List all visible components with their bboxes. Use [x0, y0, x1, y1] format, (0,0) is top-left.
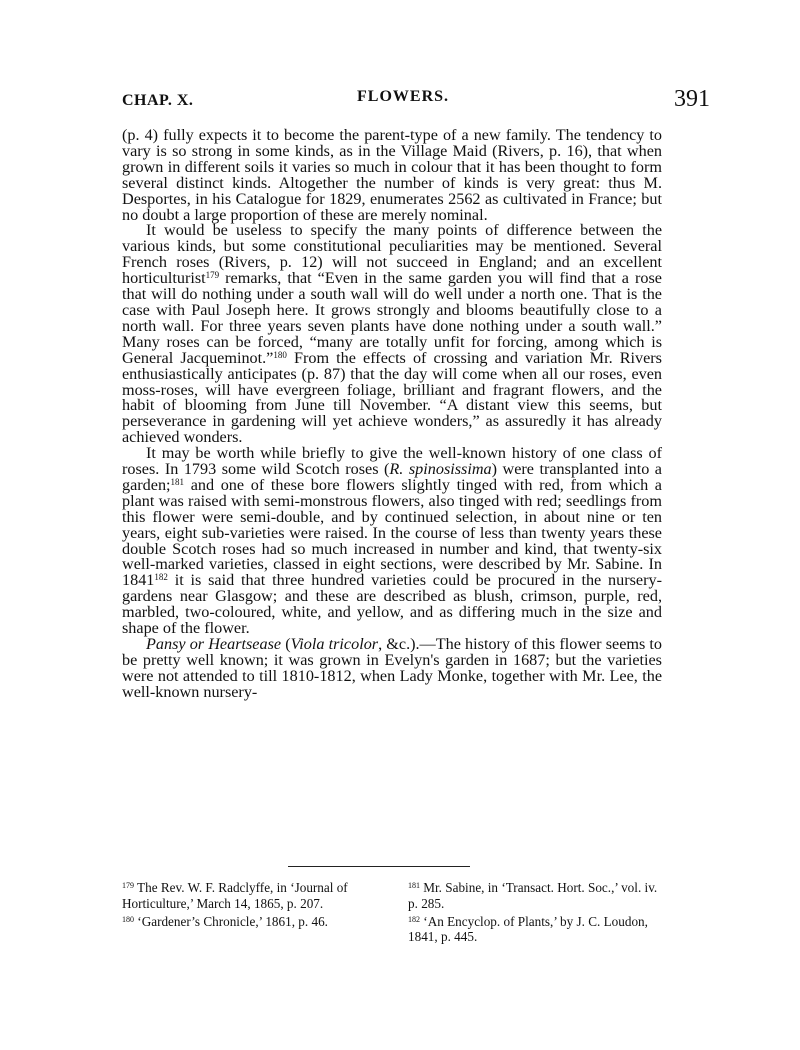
chapter-label: CHAP. X.	[122, 92, 194, 109]
footnote	[122, 880, 374, 912]
body-text	[122, 128, 662, 701]
footnote-text: Mr. Sabine, in ‘Transact. Hort. Soc.,’ vol. iv. p. 285.	[408, 880, 658, 911]
footnotes-left-column	[122, 880, 392, 947]
footnote-text: ‘An Encyclop. of Plants,’ by J. C. Loudon, 1841, p. 445.	[408, 913, 648, 945]
footnote-rule	[288, 866, 470, 867]
footnote-number: 181	[408, 881, 420, 890]
text-run: , &c.).—The history of this flower seems to be pretty well known; it was grown in Evelyn's garden in 1687; but the varieties were not attended to till 1810-1812, when Lady Monke, together with Mr. Lee, the well-known nursery-	[122, 635, 663, 701]
text-run: and one of these bore flowers slightly tinged with red, from which a plant was raised with semi-monstrous flowers, also tinged with red; seedlings from this flower were semi-double, and by continued selection, in about nine or ten years, eight sub-varieties were raised. In the course of less than twenty years these double Scotch roses had so much increased in number and kind, that twenty-six well-marked varieties, classed in eight sections, were described by Mr. Sabine. In 1841	[122, 475, 662, 590]
footnote	[122, 914, 374, 930]
footnote-ref: 179	[205, 270, 220, 281]
footnote-number: 179	[122, 881, 134, 890]
footnote	[408, 914, 662, 946]
text-run: (	[281, 635, 291, 653]
footnote-ref: 180	[273, 349, 287, 360]
footnote-ref: 181	[170, 476, 185, 487]
page-number: 391	[674, 86, 710, 112]
paragraph	[122, 223, 662, 446]
footnote	[408, 880, 662, 912]
footnote-ref: 182	[154, 572, 168, 583]
footnote-text: The Rev. W. F. Radclyffe, in ‘Journal of Horticulture,’ March 14, 1865, p. 207.	[122, 880, 348, 911]
text-run: It would be useless to specify the many points of difference between the various kinds, but some constitutional peculiarities may be mentioned. Several French roses (Rivers, p. 12) will not succeed in England; and an excellent horticulturist	[122, 221, 662, 288]
paragraph	[122, 446, 662, 637]
footnotes	[122, 880, 662, 947]
footnotes-right-column	[392, 880, 662, 947]
italic-text: R. spinosissima	[389, 460, 492, 479]
text-run: It may be worth while briefly to give the well-known history of one class of roses. In 1793 some wild Scotch roses (	[122, 444, 662, 479]
italic-text: Pansy or Heartsease	[146, 635, 282, 653]
running-title: FLOWERS.	[357, 88, 450, 105]
footnote-text: ‘Gardener’s Chronicle,’ 1861, p. 46.	[134, 913, 328, 929]
text-run: remarks, that “Even in the same garden you will find that a rose that will do nothing under a south wall will do well under a north one. That is the case with Paul Joseph here. It grows strongly and blooms beautifully close to a north wall. For three years seven plants have done nothing under a south wall.” Many roses can be forced, “many are totally unfit for forcing, among which is General Jacqueminot.”	[122, 269, 662, 367]
paragraph	[122, 637, 662, 701]
text-run: it is said that three hundred varieties could be procured in the nursery-gardens near Glasgow; and these are described as blush, crimson, purple, red, marbled, two-coloured, white, and yellow, and as differing much in the size and shape of the flower.	[122, 571, 662, 638]
footnote-number: 180	[122, 914, 134, 924]
text-run: (p. 4) fully expects it to become the parent-type of a new family. The tendency to vary is so strong in some kinds, as in the Village Maid (Rivers, p. 16), that when grown in different soils it varies so much in colour that it has been thought to form several distinct kinds. Altogether the number of kinds is very great: thus M. Desportes, in his Catalogue for 1829, enumerates 2562 as cultivated in France; but no doubt a large proportion of these are merely nominal.	[122, 126, 662, 224]
footnote-number: 182	[408, 914, 420, 924]
text-run: From the effects of crossing and variation Mr. Rivers enthusiastically anticipates (p. 87) that the day will come when all our roses, even moss-roses, will have evergreen foliage, brilliant and fragrant flowers, and the habit of blooming from June till November. “A distant view this seems, but perseverance in gardening will yet achieve wonders,” as assuredly it has already achieved wonders.	[122, 348, 662, 447]
running-head	[122, 84, 710, 118]
paragraph	[122, 128, 662, 223]
text-run: ) were transplanted into a garden;	[122, 460, 662, 494]
italic-text: Viola tricolor	[290, 635, 379, 653]
